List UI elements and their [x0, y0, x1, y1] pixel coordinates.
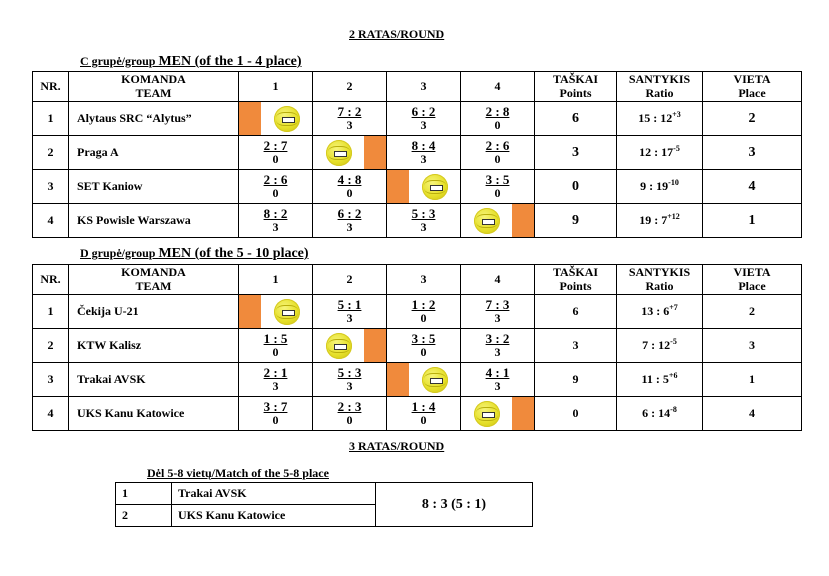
header-ratio-line2: Ratio	[645, 85, 674, 100]
match-points: 3	[494, 379, 501, 394]
row-team: KS Powisle Warszawa	[69, 204, 239, 238]
header-ratio-line1: SANTYKIS	[628, 72, 691, 87]
round3-title: 3 RATAS/ROUND	[349, 439, 445, 453]
score	[338, 400, 362, 427]
ratio-diff: -10	[668, 178, 679, 188]
header-team-line2: TEAM	[135, 278, 172, 293]
match-points: 3	[272, 379, 279, 394]
match-score: 1 : 2	[411, 296, 436, 312]
score	[264, 173, 288, 200]
final-title: Dėl 5-8 vietų/Match of the 5-8 place	[147, 466, 329, 480]
diagonal-cell	[239, 102, 313, 136]
water-polo-ball-icon	[326, 333, 352, 359]
header-team	[69, 265, 239, 295]
match-score: 5 : 3	[337, 364, 362, 380]
score-cell	[387, 102, 461, 136]
ratio-value: 13 : 6	[641, 304, 670, 319]
final-table	[115, 482, 533, 527]
row-nr: 3	[33, 170, 69, 204]
score-cell	[387, 204, 461, 238]
row-nr: 4	[33, 204, 69, 238]
row-team: Trakai AVSK	[69, 363, 239, 397]
match-points: 3	[346, 220, 353, 235]
header-place-line1: VIETA	[733, 265, 771, 280]
row-points: 0	[535, 170, 617, 204]
header-col-4: 4	[461, 72, 535, 102]
row-team: SET Kaniow	[69, 170, 239, 204]
header-place-line1: VIETA	[733, 72, 771, 87]
row-ratio	[617, 102, 703, 136]
header-points-line1: TAŠKAI	[552, 72, 599, 87]
table-row	[33, 170, 802, 204]
row-place: 3	[703, 329, 802, 363]
header-points-line1: TAŠKAI	[552, 265, 599, 280]
row-place: 1	[703, 204, 802, 238]
diagonal-cell	[239, 295, 313, 329]
header-team	[69, 72, 239, 102]
score-cell	[239, 204, 313, 238]
header-nr: NR.	[33, 72, 69, 102]
score	[412, 105, 436, 132]
ratio-diff: +7	[669, 303, 678, 313]
match-points: 0	[272, 152, 279, 167]
match-points: 0	[494, 152, 501, 167]
match-score: 2 : 6	[263, 171, 288, 187]
row-ratio	[617, 397, 703, 431]
match-score: 5 : 3	[411, 205, 436, 221]
header-col-1: 1	[239, 265, 313, 295]
header-col-1: 1	[239, 72, 313, 102]
table-row	[33, 363, 802, 397]
match-score: 5 : 1	[337, 296, 362, 312]
score	[264, 207, 288, 234]
table-row	[33, 136, 802, 170]
score	[486, 139, 510, 166]
match-points: 0	[346, 186, 353, 201]
match-score: 8 : 4	[411, 137, 436, 153]
score	[338, 207, 362, 234]
match-points: 3	[494, 345, 501, 360]
diagonal-cell	[387, 363, 461, 397]
header-ratio	[617, 265, 703, 295]
score-cell	[313, 295, 387, 329]
water-polo-ball-icon	[274, 106, 300, 132]
table-row	[33, 295, 802, 329]
water-polo-ball-icon	[422, 367, 448, 393]
match-points: 0	[420, 311, 427, 326]
score-cell	[239, 170, 313, 204]
score-cell	[239, 329, 313, 363]
diagonal-cell	[461, 397, 535, 431]
score-cell	[461, 102, 535, 136]
group-d-title-prefix: D grupė/group	[80, 246, 159, 260]
header-team-line1: KOMANDA	[121, 265, 186, 280]
row-place: 2	[703, 295, 802, 329]
score-cell	[387, 397, 461, 431]
group-c-title-prefix: C grupė/group	[80, 54, 159, 68]
header-team-line2: TEAM	[135, 85, 172, 100]
score	[486, 298, 510, 325]
header-place	[703, 72, 802, 102]
score	[412, 400, 436, 427]
row-points: 6	[535, 102, 617, 136]
final-nr: 1	[116, 483, 172, 505]
table-row	[33, 204, 802, 238]
match-score: 2 : 7	[263, 137, 288, 153]
score	[264, 366, 288, 393]
row-nr: 3	[33, 363, 69, 397]
table-row	[33, 329, 802, 363]
row-nr: 2	[33, 136, 69, 170]
match-score: 6 : 2	[411, 103, 436, 119]
match-points: 3	[420, 220, 427, 235]
row-points: 9	[535, 204, 617, 238]
header-points-line2: Points	[559, 278, 592, 293]
match-score: 2 : 1	[263, 364, 288, 380]
diagonal-cell	[461, 204, 535, 238]
ratio-value: 11 : 5	[641, 372, 669, 387]
water-polo-ball-icon	[422, 174, 448, 200]
score	[338, 366, 362, 393]
score	[338, 173, 362, 200]
row-place: 3	[703, 136, 802, 170]
header-col-4: 4	[461, 265, 535, 295]
ratio-diff: -5	[670, 337, 677, 347]
row-team: Čekija U-21	[69, 295, 239, 329]
ratio-diff: -5	[673, 144, 680, 154]
header-team-line1: KOMANDA	[121, 72, 186, 87]
row-nr: 4	[33, 397, 69, 431]
ratio-value: 9 : 19	[640, 179, 669, 194]
group-c-table	[32, 71, 802, 238]
final-team: UKS Kanu Katowice	[172, 505, 376, 527]
score	[486, 173, 510, 200]
header-points-line2: Points	[559, 85, 592, 100]
header-row	[33, 72, 802, 102]
match-points: 0	[494, 186, 501, 201]
header-place-line2: Place	[738, 278, 766, 293]
row-ratio	[617, 136, 703, 170]
match-points: 0	[494, 118, 501, 133]
score-cell	[239, 136, 313, 170]
match-score: 3 : 2	[485, 330, 510, 346]
match-points: 0	[346, 413, 353, 428]
header-col-2: 2	[313, 72, 387, 102]
table-row	[33, 397, 802, 431]
row-place: 4	[703, 397, 802, 431]
score	[338, 105, 362, 132]
group-d-table	[32, 264, 802, 431]
water-polo-ball-icon	[274, 299, 300, 325]
header-col-2: 2	[313, 265, 387, 295]
final-row	[116, 483, 533, 505]
match-score: 2 : 3	[337, 398, 362, 414]
water-polo-ball-icon	[474, 208, 500, 234]
group-c-title	[80, 54, 302, 70]
header-ratio-line2: Ratio	[645, 278, 674, 293]
score	[412, 332, 436, 359]
match-score: 2 : 8	[485, 103, 510, 119]
round2-title: 2 RATAS/ROUND	[349, 27, 445, 41]
row-ratio	[617, 363, 703, 397]
row-points: 0	[535, 397, 617, 431]
match-points: 0	[420, 345, 427, 360]
water-polo-ball-icon	[474, 401, 500, 427]
row-nr: 1	[33, 102, 69, 136]
ratio-value: 19 : 7	[639, 213, 668, 228]
match-points: 0	[272, 413, 279, 428]
row-team: UKS Kanu Katowice	[69, 397, 239, 431]
row-points: 9	[535, 363, 617, 397]
header-col-3: 3	[387, 265, 461, 295]
score-cell	[387, 295, 461, 329]
header-ratio-line1: SANTYKIS	[628, 265, 691, 280]
header-place	[703, 265, 802, 295]
match-score: 8 : 2	[263, 205, 288, 221]
score-cell	[239, 397, 313, 431]
match-points: 3	[346, 379, 353, 394]
score-cell	[461, 170, 535, 204]
match-score: 1 : 5	[263, 330, 288, 346]
row-place: 4	[703, 170, 802, 204]
final-team: Trakai AVSK	[172, 483, 376, 505]
table-row	[33, 102, 802, 136]
diagonal-cell	[313, 329, 387, 363]
row-place: 2	[703, 102, 802, 136]
row-points: 3	[535, 136, 617, 170]
match-score: 1 : 4	[411, 398, 436, 414]
match-score: 7 : 2	[337, 103, 362, 119]
group-d-title	[80, 246, 309, 262]
ratio-diff: +6	[668, 371, 678, 381]
row-ratio	[617, 204, 703, 238]
match-points: 0	[420, 413, 427, 428]
score-cell	[387, 136, 461, 170]
ratio-diff: +3	[672, 110, 681, 120]
match-points: 0	[272, 186, 279, 201]
match-score: 3 : 5	[485, 171, 510, 187]
match-points: 3	[494, 311, 501, 326]
match-points: 3	[346, 311, 353, 326]
match-points: 0	[272, 345, 279, 360]
header-points	[535, 72, 617, 102]
header-points	[535, 265, 617, 295]
ratio-diff: -8	[670, 405, 677, 415]
match-points: 3	[420, 118, 427, 133]
group-c-title-main: MEN (of the 1 - 4 place)	[158, 54, 302, 69]
score	[486, 332, 510, 359]
diagonal-cell	[387, 170, 461, 204]
match-score: 4 : 1	[485, 364, 510, 380]
score-cell	[313, 363, 387, 397]
score	[486, 366, 510, 393]
score-cell	[313, 204, 387, 238]
score-cell	[313, 102, 387, 136]
match-score: 7 : 3	[485, 296, 510, 312]
group-d-title-main: MEN (of the 5 - 10 place)	[158, 246, 309, 261]
score-cell	[387, 329, 461, 363]
match-score: 3 : 7	[263, 398, 288, 414]
water-polo-ball-icon	[326, 140, 352, 166]
match-score: 4 : 8	[337, 171, 362, 187]
match-score: 6 : 2	[337, 205, 362, 221]
match-points: 3	[346, 118, 353, 133]
score	[338, 298, 362, 325]
row-nr: 2	[33, 329, 69, 363]
header-col-3: 3	[387, 72, 461, 102]
score	[486, 105, 510, 132]
header-place-line2: Place	[738, 85, 766, 100]
diagonal-cell	[313, 136, 387, 170]
score-cell	[239, 363, 313, 397]
score	[264, 139, 288, 166]
row-team: Praga A	[69, 136, 239, 170]
score	[412, 139, 436, 166]
score-cell	[313, 170, 387, 204]
ratio-value: 12 : 17	[639, 145, 674, 160]
row-ratio	[617, 329, 703, 363]
match-score: 3 : 5	[411, 330, 436, 346]
row-team: KTW Kalisz	[69, 329, 239, 363]
header-row	[33, 265, 802, 295]
match-points: 3	[272, 220, 279, 235]
score-cell	[461, 295, 535, 329]
ratio-value: 15 : 12	[638, 111, 673, 126]
score-cell	[461, 329, 535, 363]
score-cell	[461, 363, 535, 397]
match-score: 2 : 6	[485, 137, 510, 153]
match-points: 3	[420, 152, 427, 167]
score	[264, 332, 288, 359]
score	[412, 298, 436, 325]
row-team: Alytaus SRC “Alytus”	[69, 102, 239, 136]
header-nr: NR.	[33, 265, 69, 295]
row-points: 6	[535, 295, 617, 329]
score	[264, 400, 288, 427]
final-score: 8 : 3 (5 : 1)	[376, 483, 533, 527]
row-points: 3	[535, 329, 617, 363]
row-ratio	[617, 170, 703, 204]
row-nr: 1	[33, 295, 69, 329]
row-ratio	[617, 295, 703, 329]
header-ratio	[617, 72, 703, 102]
score-cell	[461, 136, 535, 170]
final-nr: 2	[116, 505, 172, 527]
ratio-value: 7 : 12	[642, 338, 671, 353]
ratio-value: 6 : 14	[642, 406, 671, 421]
score-cell	[313, 397, 387, 431]
ratio-diff: +12	[667, 212, 680, 222]
row-place: 1	[703, 363, 802, 397]
score	[412, 207, 436, 234]
